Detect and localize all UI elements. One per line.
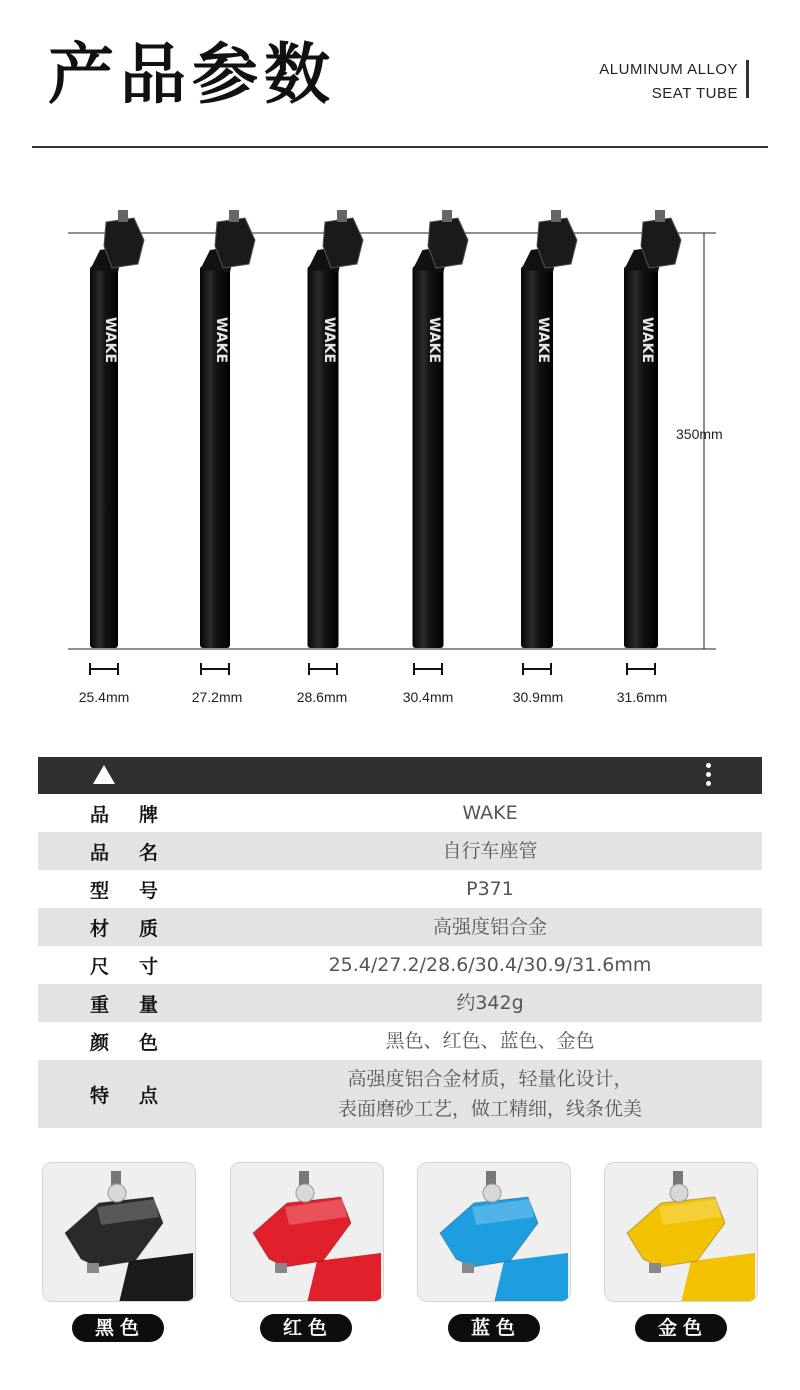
page-header [0,0,800,150]
seat-tube [624,210,681,675]
subtitle-accent-bar [746,60,749,98]
tube-logo: WAKE [639,316,655,364]
spec-row-brand [38,794,762,832]
seat-tube [200,210,255,675]
color-label-red: 红色 [260,1314,352,1342]
spec-label: 品名 [90,841,189,864]
tube-logo: WAKE [213,316,229,364]
seat-tube [413,210,469,675]
spec-row-features [38,1060,762,1128]
subtitle-line-1: ALUMINUM ALLOY [599,61,738,78]
diameter-marker [627,663,655,675]
page-title: 产品参数 [48,36,336,113]
color-label-blue: 蓝色 [448,1314,540,1342]
seat-tube-diagram [0,190,800,730]
color-label-black: 黑色 [72,1314,164,1342]
page-subtitle [599,58,738,106]
tube-logo: WAKE [426,316,442,364]
feature-line-2: 表面磨砂工艺，做工精细，线条优美 [337,1098,642,1120]
tube-clamp [641,218,681,268]
seat-tube [521,210,577,675]
diameter-label-2: 27.2mm [191,689,243,705]
spec-row-color [38,1022,762,1060]
seat-clamp-black-image [43,1163,196,1302]
bolt-cap [296,1184,314,1202]
spec-value: P371 [466,878,514,900]
diameter-label-1: 25.4mm [78,689,130,705]
color-label-gold: 金色 [635,1314,727,1342]
color-swatch-red[interactable] [230,1162,384,1302]
bolt-cap [670,1184,688,1202]
clamp-bolt [118,210,128,222]
seat-tube [308,210,364,675]
bolt-cap [108,1184,126,1202]
spec-value [162,1064,762,1124]
diameter-marker [309,663,337,675]
spec-label: 特点 [90,1084,189,1107]
spec-value: 自行车座管 [442,840,538,862]
tube-logo: WAKE [321,316,337,364]
triangle-up-icon [93,765,115,784]
diameter-label-6: 31.6mm [616,689,668,705]
more-vertical-icon[interactable] [706,763,712,789]
seat-tube [90,210,144,675]
spec-label: 尺寸 [90,955,189,978]
diameter-label-5: 30.9mm [512,689,564,705]
diameter-label-4: 30.4mm [402,689,454,705]
tube-clamp [104,218,144,268]
spec-value: 约342g [456,992,524,1014]
clamp-nut [462,1263,474,1273]
seat-tubes-illustration [0,190,800,730]
seat-clamp-gold-image [605,1163,758,1302]
spec-label: 重量 [90,993,189,1016]
tube-clamp [215,218,255,268]
spec-row-model [38,870,762,908]
tube-logo: WAKE [102,316,118,364]
feature-line-1: 高强度铝合金材质，轻量化设计， [347,1068,633,1090]
seat-clamp-red-image [231,1163,384,1302]
spec-row-product-name [38,832,762,870]
spec-value: 高强度铝合金 [432,916,547,938]
diameter-marker [201,663,229,675]
subtitle-line-2: SEAT TUBE [651,85,738,102]
clamp-bolt [337,210,347,222]
length-label: 350mm [676,426,723,442]
tube-clamp [323,218,363,268]
spec-value: WAKE [462,802,518,824]
spec-table-header [38,757,762,794]
color-swatch-blue[interactable] [417,1162,571,1302]
tube-clamp [537,218,577,268]
spec-label: 材质 [90,917,189,940]
tube-clamp [428,218,468,268]
spec-value: 25.4/27.2/28.6/30.4/30.9/31.6mm [328,954,652,976]
header-divider [32,146,768,148]
diameter-label-3: 28.6mm [296,689,348,705]
clamp-nut [275,1263,287,1273]
seat-clamp-blue-image [418,1163,571,1302]
spec-label: 型号 [90,879,189,902]
clamp-bolt [442,210,452,222]
clamp-bolt [655,210,665,222]
spec-row-material [38,908,762,946]
clamp-bolt [551,210,561,222]
spec-row-size [38,946,762,984]
spec-value: 黑色、红色、蓝色、金色 [385,1030,595,1052]
clamp-nut [649,1263,661,1273]
bolt-cap [483,1184,501,1202]
diameter-marker [90,663,118,675]
color-swatch-black[interactable] [42,1162,196,1302]
spec-label: 品牌 [90,803,189,826]
diameter-marker [414,663,442,675]
tube-logo: WAKE [535,316,551,364]
clamp-nut [87,1263,99,1273]
color-swatch-gold[interactable] [604,1162,758,1302]
spec-row-weight [38,984,762,1022]
diameter-marker [523,663,551,675]
spec-label: 颜色 [90,1031,189,1054]
clamp-bolt [229,210,239,222]
